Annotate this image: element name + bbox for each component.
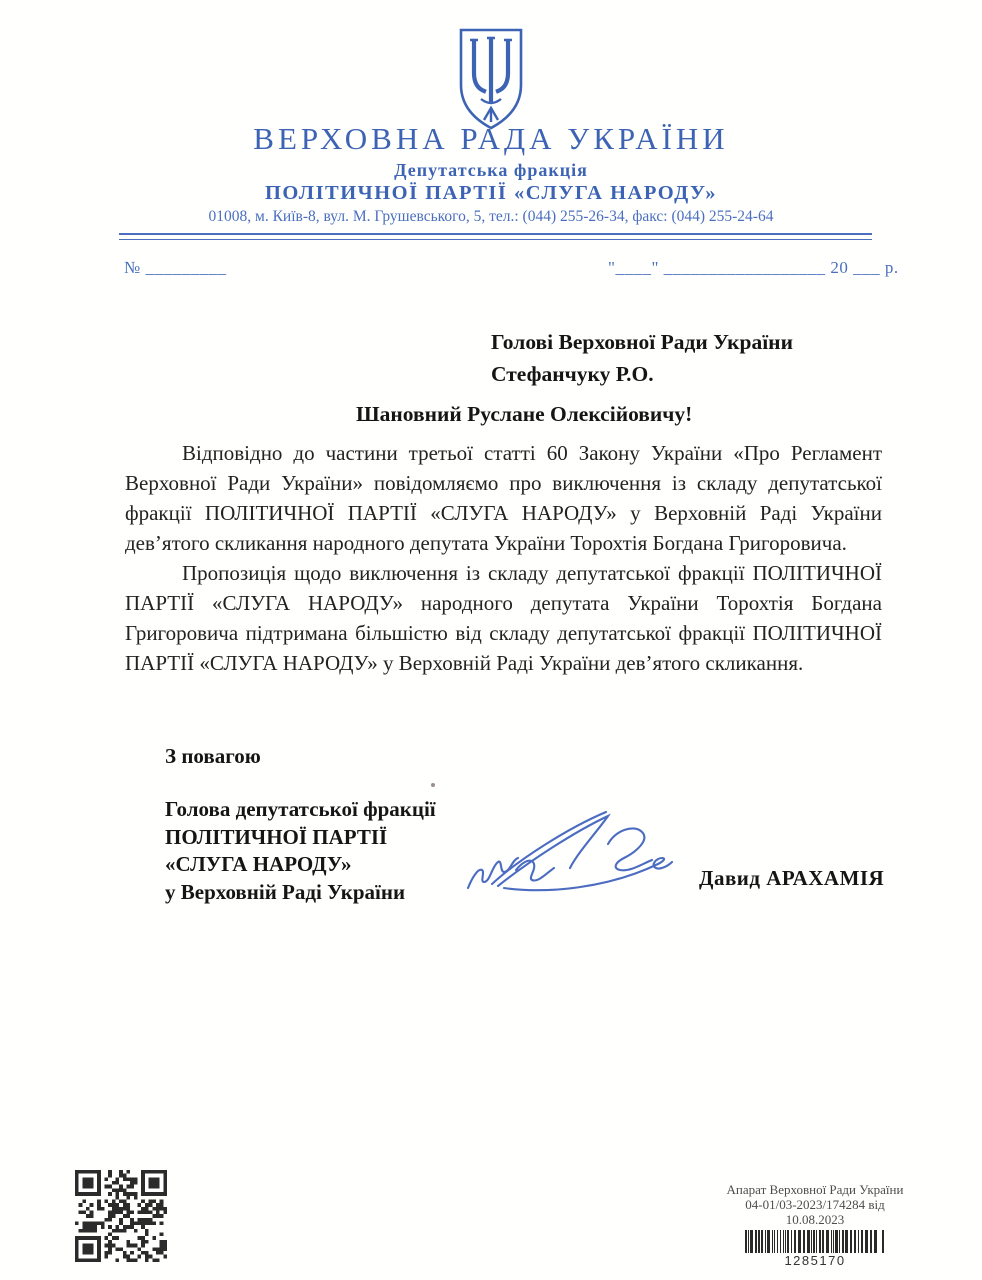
qr-code: [75, 1170, 167, 1262]
closing-regards: З повагою: [165, 744, 261, 768]
signer-name: Давид АРАХАМІЯ: [699, 866, 885, 890]
recipient-line-2: Стефанчуку Р.О.: [491, 362, 654, 386]
registration-stamp: [720, 1182, 910, 1268]
ref-date-blank: "____" __________________ 20 ___ р.: [608, 258, 899, 277]
org-title: ВЕРХОВНА РАДА УКРАЇНИ: [253, 121, 729, 156]
barcode-number: 1285170: [784, 1253, 846, 1268]
barcode: [745, 1230, 885, 1253]
recipient-block: [491, 326, 793, 390]
letter-body: [125, 438, 882, 678]
header-divider: [119, 233, 872, 240]
signer-title-line-4: у Верховній Раді України: [165, 879, 406, 904]
ukraine-trident-emblem-icon: [452, 27, 530, 133]
salutation: Шановний Руслане Олексійовичу!: [356, 402, 693, 426]
handwritten-signature: [458, 800, 678, 898]
org-subtitle-party: ПОЛІТИЧНОЇ ПАРТІЇ «СЛУГА НАРОДУ»: [264, 182, 718, 204]
registration-number: 04-01/03-2023/174284 від 10.08.2023: [745, 1197, 885, 1227]
scan-dot-artifact: [431, 783, 435, 787]
org-subtitle-fraction: Депутатська фракція: [394, 160, 588, 180]
registration-office: Апарат Верховної Ради України: [726, 1182, 904, 1197]
body-paragraph-1: Відповідно до частини третьої статті 60 Закону України «Про Регламент Верховної Ради України» повідомляємо про виключення із складу депутатської фракції ПОЛІТИЧНОЇ ПАРТІЇ «СЛУГА НАРОДУ» у Верховній Раді України дев’ятого скликання народного депутата України Торохтія Богдана Григоровича.: [125, 441, 882, 555]
signer-title-line-2: ПОЛІТИЧНОЇ ПАРТІЇ: [165, 824, 388, 849]
signer-title-line-1: Голова депутатської фракції: [165, 797, 436, 821]
ref-number-blank: № _________: [124, 258, 227, 277]
signer-title-line-3: «СЛУГА НАРОДУ»: [165, 852, 352, 876]
org-address: 01008, м. Київ-8, вул. М. Грушевського, 5, тел.: (044) 255-26-34, факс: (044) 255-24-64: [208, 208, 774, 225]
body-paragraph-2: Пропозиція щодо виключення із складу депутатської фракції ПОЛІТИЧНОЇ ПАРТІЇ «СЛУГА НАРОДУ» народного депутата України Торохтія Богдана Григоровича підтримана більшістю від складу депутатської фракції ПОЛІТИЧНОЇ ПАРТІЇ «СЛУГА НАРОДУ» у Верховній Раді України дев’ятого скликання.: [125, 561, 882, 675]
recipient-line-1: Голові Верховної Ради України: [491, 330, 793, 354]
signer-title-block: [165, 796, 436, 906]
